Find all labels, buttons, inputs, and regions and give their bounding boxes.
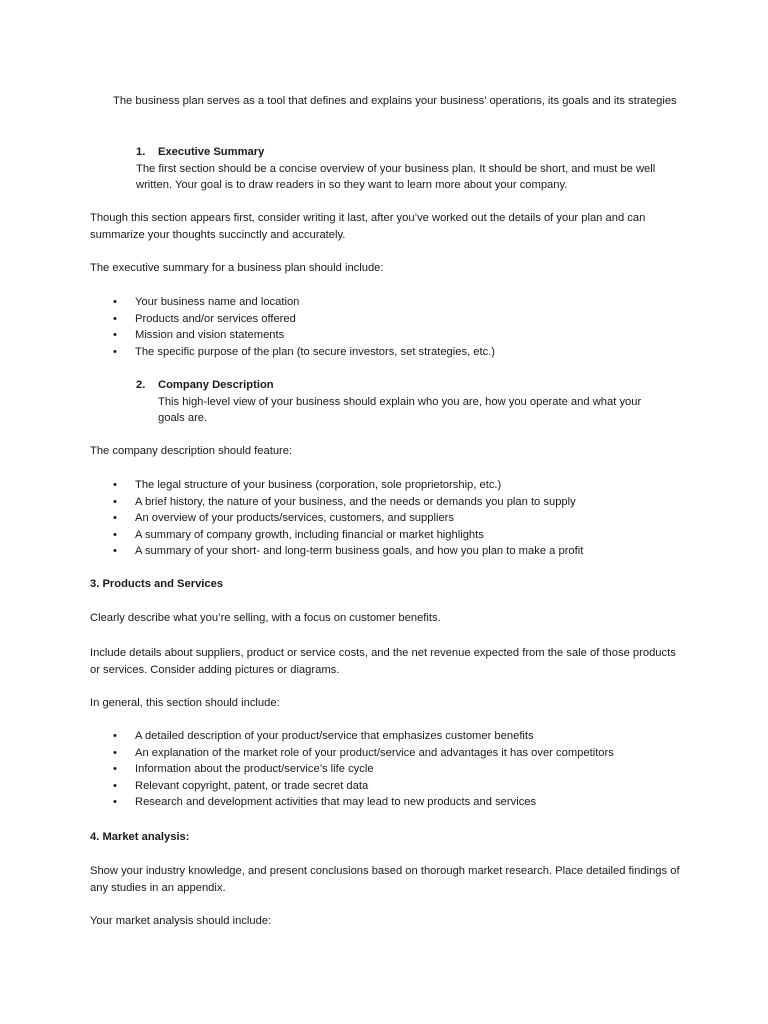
section-text: This high-level view of your business should explain who you are, how you operate and what your goals are. bbox=[158, 395, 642, 425]
market-paragraph-1: Show your industry knowledge, and present conclusions based on thorough market research. Place detailed findings of any studies in an appendix. bbox=[90, 865, 680, 894]
list-item: • Relevant copyright, patent, or trade secret data bbox=[113, 779, 369, 792]
list-item: • Mission and vision statements bbox=[113, 329, 285, 342]
list-item: • A brief history, the nature of your business, and the needs or demands you plan to supply bbox=[113, 495, 576, 508]
list-item: • The specific purpose of the plan (to secure investors, set strategies, etc.) bbox=[113, 345, 496, 358]
list-item: • A summary of your short- and long-term business goals, and how you plan to make a profit bbox=[113, 545, 584, 558]
list-item: • Products and/or services offered bbox=[113, 312, 296, 325]
products-heading: 3. Products and Services bbox=[90, 578, 224, 590]
list-item: • An explanation of the market role of your product/service and advantages it has over competitors bbox=[113, 746, 614, 759]
products-bullet-list bbox=[113, 728, 733, 811]
list-item: • Research and development activities that may lead to new products and services bbox=[113, 796, 537, 809]
company-bullet-list bbox=[113, 477, 713, 560]
market-heading: 4. Market analysis: bbox=[90, 831, 190, 843]
section-text: The first section should be a concise overview of your business plan. It should be short, and must be well written. Your goal is to draw readers in so they want to learn more about your company. bbox=[136, 162, 656, 192]
list-item: • An overview of your products/services, customers, and suppliers bbox=[113, 512, 454, 525]
list-item: • A summary of company growth, including financial or market highlights bbox=[113, 528, 484, 541]
exec-paragraph-1: Though this section appears first, consider writing it last, after you’ve worked out the details of your plan and can summarize your thoughts succinctly and accurately. bbox=[90, 212, 646, 241]
market-paragraph-2: Your market analysis should include: bbox=[90, 915, 272, 927]
section-title: Executive Summary bbox=[158, 146, 265, 158]
section-number: 1. bbox=[136, 146, 146, 158]
exec-paragraph-2: The executive summary for a business plan should include: bbox=[90, 262, 384, 274]
section-company-description bbox=[136, 377, 666, 427]
products-paragraph-3: In general, this section should include: bbox=[90, 697, 280, 709]
company-paragraph-1: The company description should feature: bbox=[90, 445, 293, 457]
list-item: • Information about the product/service’s life cycle bbox=[113, 763, 374, 776]
products-paragraph-2: Include details about suppliers, product or service costs, and the net revenue expected from the sale of those products or services. Consider adding pictures or diagrams. bbox=[90, 647, 676, 676]
list-item: • Your business name and location bbox=[113, 296, 300, 308]
section-title: Company Description bbox=[158, 379, 274, 391]
list-item: • The legal structure of your business (corporation, sole proprietorship, etc.) bbox=[113, 479, 502, 491]
products-paragraph-1: Clearly describe what you’re selling, with a focus on customer benefits. bbox=[90, 612, 441, 624]
section-executive-summary bbox=[136, 144, 681, 194]
list-item: • A detailed description of your product/service that emphasizes customer benefits bbox=[113, 730, 534, 742]
intro-paragraph: The business plan serves as a tool that defines and explains your business’ operations, its goals and its strategies bbox=[113, 95, 677, 107]
section-number: 2. bbox=[136, 379, 146, 391]
exec-bullet-list bbox=[113, 294, 693, 360]
